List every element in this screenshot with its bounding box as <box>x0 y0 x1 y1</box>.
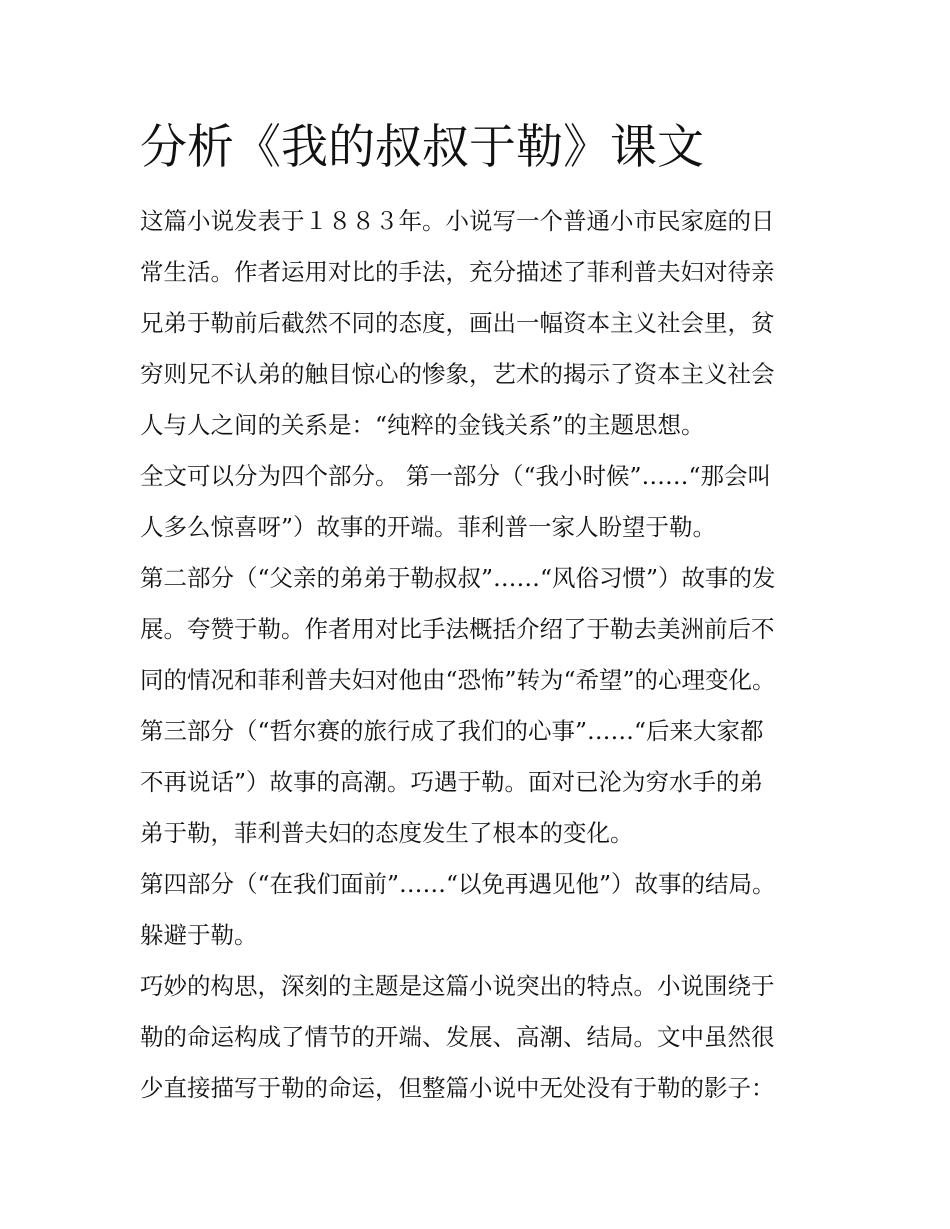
text-line: 第二部分（“父亲的弟弟于勒叔叔”……“风俗习惯”）故事的发 <box>140 564 776 592</box>
text-line: 穷则兄不认弟的触目惊心的惨象，艺术的揭示了资本主义社会 <box>140 360 775 388</box>
text-line: 人与人之间的关系是：“纯粹的金钱关系”的主题思想。 <box>140 411 705 439</box>
text-line: 少直接描写于勒的命运，但整篇小说中无处没有于勒的影子： <box>140 1074 775 1102</box>
text-line: 第三部分（“哲尔赛的旅行成了我们的心事”……“后来大家都 <box>140 717 764 745</box>
text-line: 常生活。作者运用对比的手法，充分描述了菲利普夫妇对待亲 <box>140 258 775 286</box>
text-line: 第四部分（“在我们面前”……“以免再遇见他”）故事的结局。 <box>140 870 776 898</box>
document-body <box>140 196 820 1114</box>
text-line: 这篇小说发表于１８８３年。小说写一个普通小市民家庭的日 <box>140 207 775 235</box>
text-line: 同的情况和菲利普夫妇对他由“恐怖”转为“希望”的心理变化。 <box>140 666 776 694</box>
text-line: 展。夸赞于勒。作者用对比手法概括介绍了于勒去美洲前后不 <box>140 615 775 643</box>
text-line: 躲避于勒。 <box>140 921 258 949</box>
text-line: 不再说话”）故事的高潮。巧遇于勒。面对已沦为穷水手的弟 <box>140 768 764 796</box>
text-line: 人多么惊喜呀”）故事的开端。菲利普一家人盼望于勒。 <box>140 513 717 541</box>
text-line: 弟于勒，菲利普夫妇的态度发生了根本的变化。 <box>140 819 634 847</box>
text-line: 勒的命运构成了情节的开端、发展、高潮、结局。文中虽然很 <box>140 1023 775 1051</box>
text-line: 兄弟于勒前后截然不同的态度，画出一幅资本主义社会里，贫 <box>140 309 775 337</box>
text-line: 巧妙的构思，深刻的主题是这篇小说突出的特点。小说围绕于 <box>140 972 775 1000</box>
text-line: 全文可以分为四个部分。 第一部分（“我小时候”……“那会叫 <box>140 462 772 490</box>
document-title: 分析《我的叔叔于勒》课文 <box>140 120 704 175</box>
